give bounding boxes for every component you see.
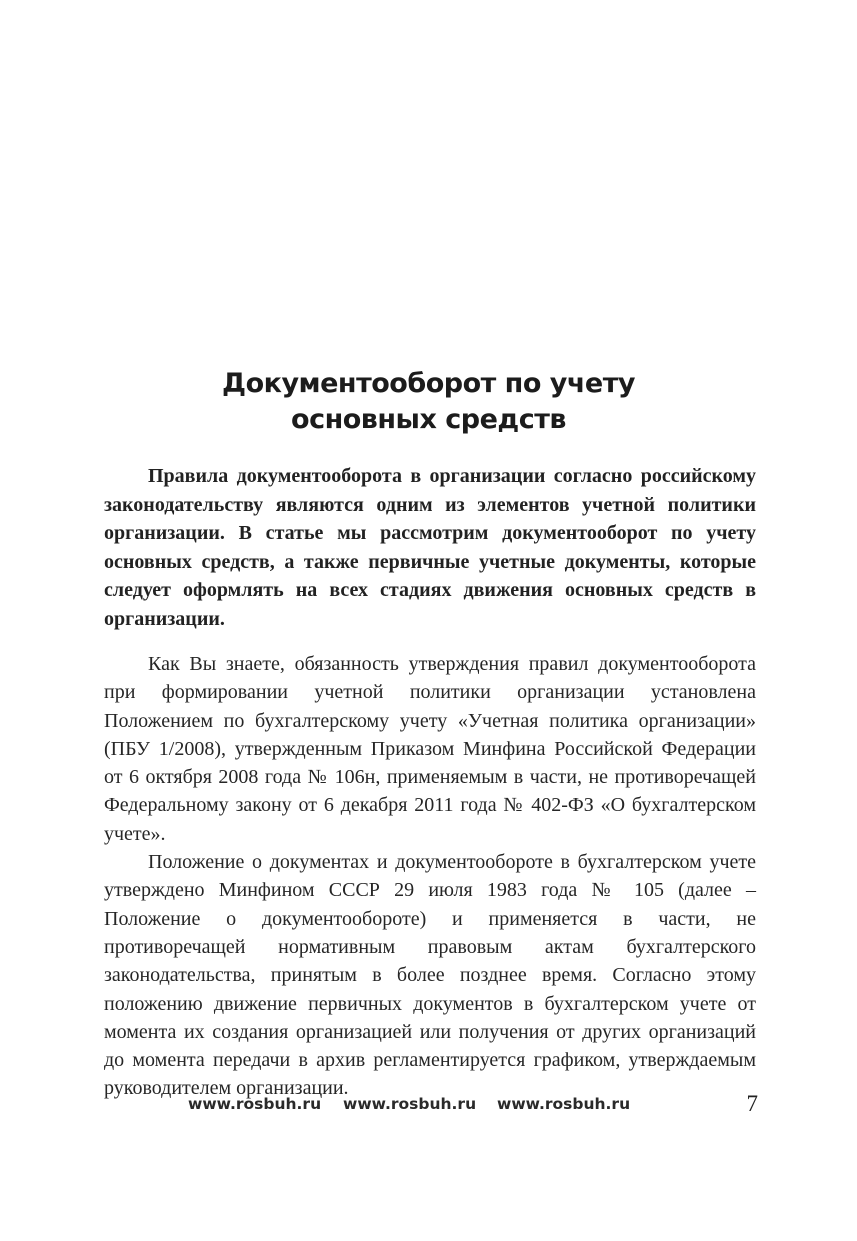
body-text [104, 650, 756, 1103]
page-title [100, 366, 757, 438]
footer-website-link[interactable]: www.rosbuh.ru [497, 1095, 631, 1113]
footer-website-link[interactable]: www.rosbuh.ru [343, 1095, 477, 1113]
lead-paragraph: Правила документооборота в организации согласно российскому законодательству являются одним из элементов учетной политики организации. В статье мы рассмотрим документооборот по учету основных средств, а также первичные учетные документы, которые следует оформлять на всех стадиях движения основных средств в организации. [104, 465, 756, 630]
body-paragraph-1: Как Вы знаете, обязанность утверждения правил документооборота при формировании учетной политики организации установлена Положением по бухгалтерскому учету «Учетная политика организации» (ПБУ 1/2008), утвержденным Приказом Минфина Российской Федерации от 6 октября 2008 года № 106н, применяемым в части, не противоречащей Федеральному закону от 6 декабря 2011 года № 402-ФЗ «О бухгалтерском учете». [104, 653, 756, 845]
footer-website-link[interactable]: www.rosbuh.ru [188, 1095, 322, 1113]
page-footer [100, 1091, 760, 1121]
title-line-2: основных средств [291, 404, 566, 435]
title-line-1: Документооборот по учету [222, 368, 635, 399]
body-paragraph-2: Положение о документах и документообороте в бухгалтерском учете утверждено Минфином СССР 29 июля 1983 года № 105 (далее – Положение о документообороте) и применяется в части, не противоречащей нормативным правовым актам бухгалтерского законодательства, принятым в более позднее время. Согласно этому положению движение первичных документов в бухгалтерском учете от момента их создания организацией или получения от других организаций до момента передачи в архив регламентируется графиком, утверждаемым руководителем организации. [104, 851, 756, 1100]
page-number: 7 [746, 1091, 758, 1116]
